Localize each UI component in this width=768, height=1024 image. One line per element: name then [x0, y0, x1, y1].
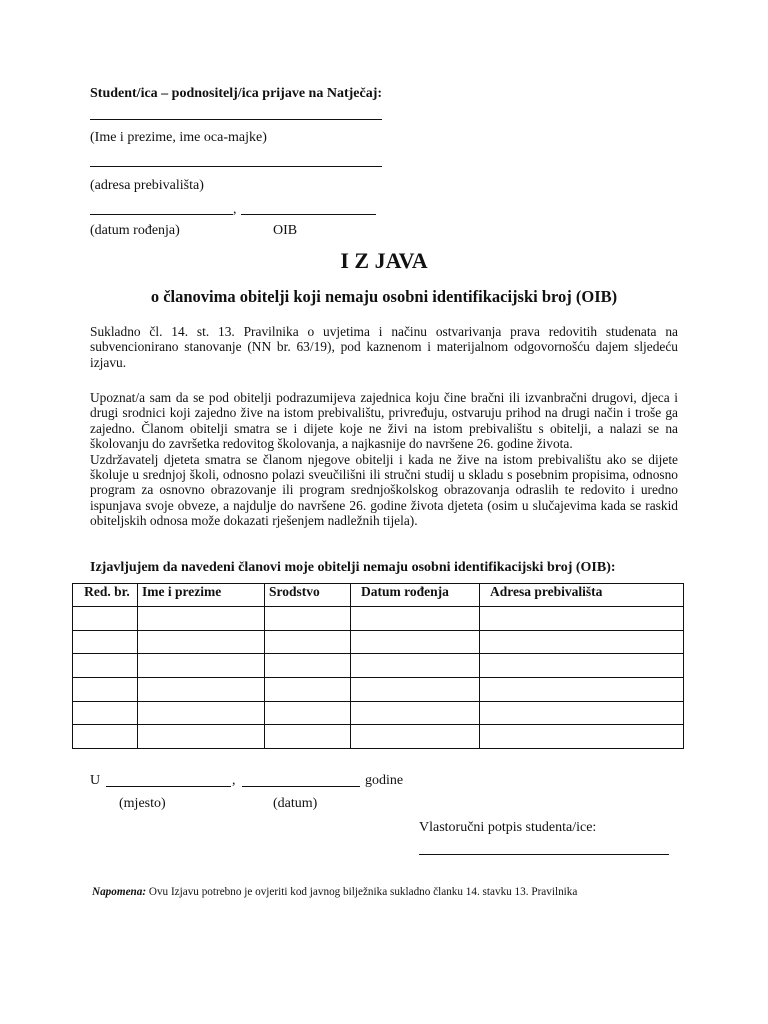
table-cell[interactable]: [265, 630, 351, 654]
dob-blank-line[interactable]: [90, 214, 233, 215]
intro-text: Sukladno čl. 14. st. 13. Pravilnika o uvjetima i načinu ostvarivanja prava redovitih studenata na subvencionirano stanovanje (NN br. 63/19), pod kaznenom i materijalnom odgovornošću dajem sljedeću izjavu.: [90, 324, 678, 370]
table-row: [73, 701, 684, 725]
table-cell[interactable]: [73, 630, 138, 654]
table-cell[interactable]: [480, 630, 684, 654]
dependent-text: Uzdržavatelj djeteta smatra se članom njegove obitelji i kada ne žive na istom prebivalištu ako se dijete školuje u srednjoj školi, odnosno polazi sveučilišni ili stručni studij u skladu s posebnim propisima, odnosno program za osnovno obrazovanje ili program srednjoškolskog obrazovanja odraslih te redovito i uredno ispunjava svoje obveze, a najdulje do navršene 26. godine života djeteta (osim u slučajevima kada se raskid obiteljskih odnosa može dokazati rješenjem nadležnih tijela).: [90, 451, 678, 529]
date-blank-line[interactable]: [242, 786, 360, 787]
family-members-table: [72, 583, 684, 749]
table-cell[interactable]: [73, 725, 138, 749]
oib-blank-line[interactable]: [241, 214, 376, 215]
note-text: Ovu Izjavu potrebno je ovjeriti kod javnog bilježnika sukladno članku 14. stavku 13. Pravilnika: [146, 886, 578, 898]
godine-label: godine: [365, 773, 404, 788]
table-cell[interactable]: [73, 677, 138, 701]
address-hint: (adresa prebivališta): [90, 178, 204, 193]
table-cell[interactable]: [265, 607, 351, 631]
signature-label: Vlastoručni potpis studenta/ice:: [419, 820, 597, 835]
intro-paragraph: [90, 324, 678, 370]
table-cell[interactable]: [138, 725, 265, 749]
table-cell[interactable]: [265, 701, 351, 725]
table-cell[interactable]: [138, 607, 265, 631]
table-cell[interactable]: [138, 654, 265, 678]
col-header-red-br: Red. br.: [73, 584, 138, 607]
table-cell[interactable]: [480, 725, 684, 749]
col-header-ime-prezime: Ime i prezime: [138, 584, 265, 607]
col-header-adresa: Adresa prebivališta: [480, 584, 684, 607]
table-cell[interactable]: [351, 725, 480, 749]
family-definition-paragraph: [90, 390, 678, 529]
table-cell[interactable]: [265, 725, 351, 749]
table-row: [73, 677, 684, 701]
footnote: [92, 886, 577, 898]
table-cell[interactable]: [265, 677, 351, 701]
table-cell[interactable]: [351, 630, 480, 654]
table-cell[interactable]: [480, 607, 684, 631]
table-cell[interactable]: [480, 654, 684, 678]
table-row: [73, 725, 684, 749]
signature-blank-line[interactable]: [419, 854, 669, 855]
oib-hint: OIB: [273, 223, 298, 238]
place-prefix: U: [90, 773, 101, 788]
col-header-srodstvo: Srodstvo: [265, 584, 351, 607]
dob-oib-separator: ,: [233, 202, 237, 217]
family-definition-text: Upoznat/a sam da se pod obitelji podrazumijeva zajednica koju čine bračni ili izvanbračni drugovi, djeca i drugi srodnici koji zajedno žive na istom prebivalištu, privređuju, ostvaruju prihod na drugi način i troše ga zajedno. Članom obitelji smatra se i dijete koje ne živi na istom prebivalištu s obitelji, a nalazi se na školovanju do završetka redovitog školovanja, a najkasnije do navršene 26. godine života.: [90, 390, 678, 452]
table-cell[interactable]: [351, 701, 480, 725]
place-hint: (mjesto): [119, 796, 166, 811]
table-cell[interactable]: [351, 654, 480, 678]
table-cell[interactable]: [138, 630, 265, 654]
place-blank-line[interactable]: [106, 786, 231, 787]
table-cell[interactable]: [351, 677, 480, 701]
name-blank-line[interactable]: [90, 119, 382, 120]
table-cell[interactable]: [480, 701, 684, 725]
table-heading: Izjavljujem da navedeni članovi moje obitelji nemaju osobni identifikacijski broj (OIB):: [90, 560, 616, 575]
page-title: I Z JAVA: [340, 248, 428, 273]
table-row: [73, 630, 684, 654]
date-hint: (datum): [273, 796, 318, 811]
note-label: Napomena:: [92, 886, 147, 898]
table-cell[interactable]: [351, 607, 480, 631]
table-cell[interactable]: [138, 677, 265, 701]
dob-hint: (datum rođenja): [90, 223, 180, 238]
place-date-separator: ,: [232, 773, 236, 788]
table-cell[interactable]: [480, 677, 684, 701]
table-cell[interactable]: [265, 654, 351, 678]
table-cell[interactable]: [138, 701, 265, 725]
table-cell[interactable]: [73, 701, 138, 725]
col-header-datum-rodenja: Datum rođenja: [351, 584, 480, 607]
table-row: [73, 607, 684, 631]
table-row: [73, 654, 684, 678]
address-blank-line[interactable]: [90, 166, 382, 167]
name-hint: (Ime i prezime, ime oca-majke): [90, 130, 267, 145]
table-cell[interactable]: [73, 607, 138, 631]
page-subtitle: o članovima obitelji koji nemaju osobni identifikacijski broj (OIB): [150, 287, 618, 306]
applicant-label: Student/ica – podnositelj/ica prijave na Natječaj:: [90, 86, 383, 101]
table-header-row: [73, 584, 684, 607]
table-cell[interactable]: [73, 654, 138, 678]
